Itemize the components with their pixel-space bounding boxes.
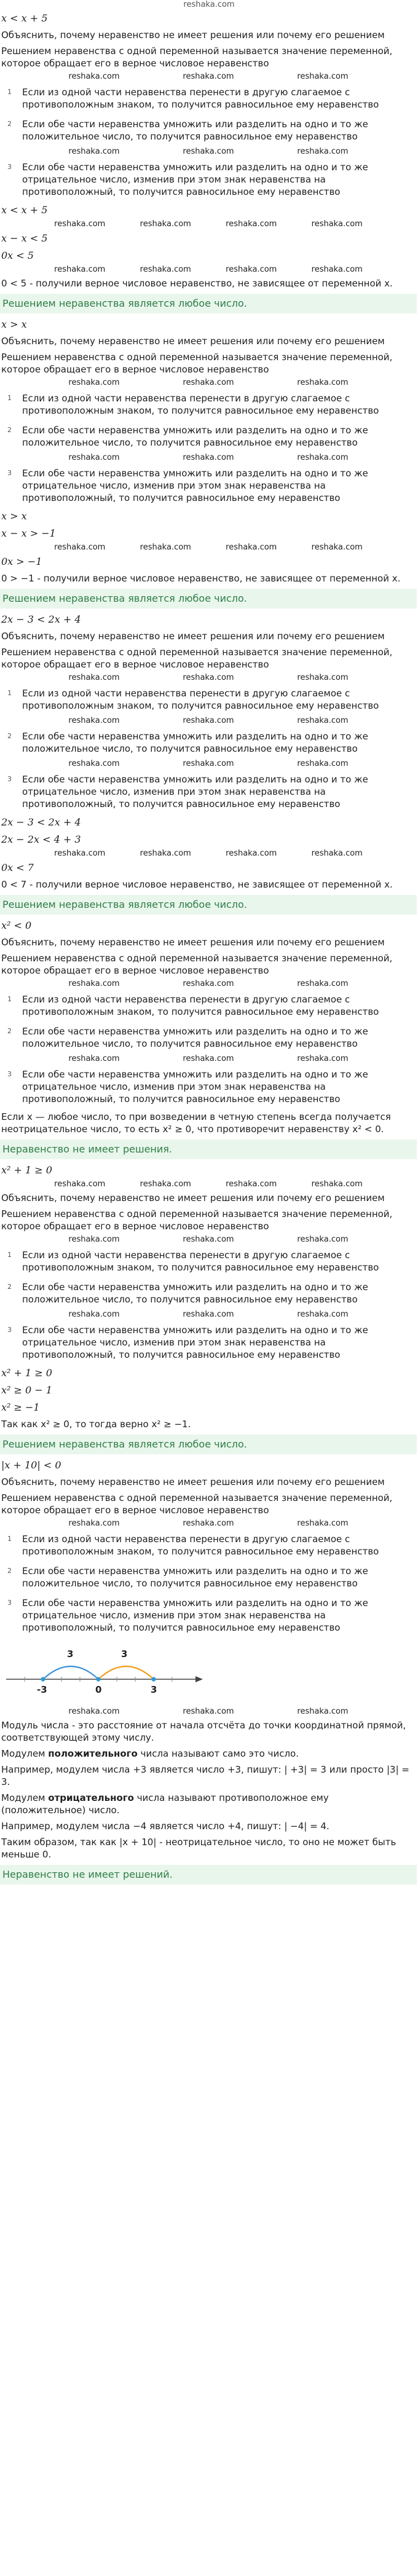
- watermark-text: reshaka.com: [54, 1180, 106, 1189]
- explain-line: Объяснить, почему неравенство не имеет решения или почему его решением: [1, 631, 385, 642]
- watermark-text: reshaka.com: [68, 147, 120, 156]
- watermark-text: reshaka.com: [183, 1519, 234, 1528]
- rule-item: [0, 1529, 417, 1561]
- watermark-text: reshaka.com: [183, 673, 234, 682]
- rule-text: Если из одной части неравенства перенести в другую слагаемое с противоположным знаком, то получится равносильное ему неравенство: [22, 994, 379, 1017]
- site-header: [0, 0, 418, 10]
- number-line-figure: [0, 1637, 417, 1706]
- watermark-text: reshaka.com: [68, 1235, 120, 1244]
- rule-number: 2: [7, 1283, 12, 1291]
- explain-line: Объяснить, почему неравенство не имеет решения или почему его решением: [1, 937, 385, 948]
- rule-item: [0, 683, 417, 715]
- rule-text: Если из одной части неравенства перенести в другую слагаемое с противоположным знаком, то получится равносильное ему неравенство: [22, 688, 379, 711]
- watermark-row: [0, 979, 417, 990]
- watermark-text: reshaka.com: [68, 1054, 120, 1063]
- intro-text: Решением неравенства с одной переменной называется значение переменной, которое обращает его в верное числовое неравенство: [1, 953, 393, 976]
- arc-left: [43, 1666, 98, 1679]
- step: x² ≥ 0 − 1: [1, 1384, 52, 1396]
- answer-box: Неравенство не имеет решения.: [0, 1140, 417, 1159]
- watermark-text: reshaka.com: [311, 1180, 363, 1189]
- watermark-text: reshaka.com: [297, 378, 349, 387]
- rule-item: [0, 1561, 417, 1593]
- arc-label: 3: [67, 1648, 74, 1660]
- conclusion: Так как x² ≥ 0, то тогда верно x² ≥ −1.: [1, 1419, 191, 1430]
- watermark-row: [0, 672, 417, 683]
- section-1: [0, 10, 418, 313]
- rule-item: [0, 1320, 417, 1365]
- explain-line: Объяснить, почему неравенство не имеет решения или почему его решением: [1, 1192, 385, 1203]
- rule-item: [0, 114, 417, 146]
- step: 0x < 7: [1, 862, 34, 873]
- watermark-text: reshaka.com: [297, 979, 349, 988]
- intro-text: Решением неравенства с одной переменной называется значение переменной, которое обращает его в верное числовое неравенство: [1, 45, 393, 69]
- rule-number: 3: [7, 775, 12, 783]
- watermark-text: reshaka.com: [183, 1235, 234, 1244]
- rule-text: Если обе части неравенства умножить или разделить на одно и то же положительное число, то получится равносильное ему неравенство: [22, 1026, 368, 1049]
- watermark-text: reshaka.com: [68, 1519, 120, 1528]
- watermark-text: reshaka.com: [140, 1180, 191, 1189]
- watermark-text: reshaka.com: [183, 716, 234, 725]
- modulus-example-1: Например, модулем числа +3 является число +3, пишут: | +3| = 3 или просто |3| = 3.: [1, 1764, 409, 1787]
- rule-number: 3: [7, 469, 12, 477]
- watermark-text: reshaka.com: [68, 378, 120, 387]
- section-2: [0, 316, 418, 609]
- section-6: [0, 1457, 418, 1885]
- step: x < x + 5: [1, 204, 48, 216]
- watermark-row: [0, 377, 417, 388]
- conclusion: 0 < 5 - получили верное числовое неравенство, не зависящее от переменной x.: [1, 278, 393, 289]
- rule-number: 3: [7, 1070, 12, 1078]
- watermark-text: reshaka.com: [140, 219, 191, 229]
- section-title: x > x: [1, 318, 27, 330]
- watermark-text: reshaka.com: [183, 72, 234, 81]
- watermark-row: [0, 1054, 417, 1065]
- watermark-text: reshaka.com: [297, 72, 349, 81]
- watermark-text: reshaka.com: [68, 453, 120, 462]
- rule-text: Если из одной части неравенства перенести в другую слагаемое с противоположным знаком, то получится равносильное ему неравенство: [22, 87, 379, 110]
- rule-number: 2: [7, 732, 12, 740]
- section-5: [0, 1162, 418, 1454]
- rule-item: [0, 157, 417, 202]
- step: x > x: [1, 510, 27, 522]
- modulus-example-2: Например, модулем числа −4 является число +4, пишут: | −4| = 4.: [1, 1821, 329, 1832]
- rule-number: 3: [7, 163, 12, 171]
- watermark-row: [0, 1234, 417, 1245]
- rule-number: 1: [7, 1535, 12, 1543]
- watermark-text: reshaka.com: [68, 1707, 120, 1716]
- rule-item: [0, 1593, 417, 1637]
- rule-item: [0, 420, 417, 452]
- rule-item: [0, 1245, 417, 1277]
- watermark-text: reshaka.com: [68, 979, 120, 988]
- watermark-row: [0, 71, 417, 82]
- point-label: 3: [151, 1684, 157, 1695]
- watermark-text: reshaka.com: [311, 265, 363, 274]
- rule-number: 1: [7, 88, 12, 96]
- watermark-text: reshaka.com: [297, 1707, 349, 1716]
- watermark-text: reshaka.com: [183, 979, 234, 988]
- watermark-text: reshaka.com: [68, 759, 120, 768]
- explain-line: Объяснить, почему неравенство не имеет решения или почему его решением: [1, 336, 385, 347]
- watermark-text: reshaka.com: [226, 849, 277, 858]
- rule-text: Если обе части неравенства умножить или разделить на одно и то же отрицательное число, изменив при этом знак неравенства на противоположный, то получится равносильное ему неравенство: [22, 774, 368, 809]
- rule-text: Если обе части неравенства умножить или разделить на одно и то же отрицательное число, изменив при этом знак неравенства на противоположный, то получится равносильное ему неравенство: [22, 1069, 368, 1105]
- watermark-row: [0, 264, 417, 275]
- watermark-row: [0, 146, 417, 157]
- section-title: |x + 10| < 0: [1, 1459, 61, 1471]
- rule-number: 2: [7, 120, 12, 128]
- rule-text: Если обе части неравенства умножить или разделить на одно и то же положительное число, то получится равносильное ему неравенство: [22, 731, 368, 754]
- watermark-text: reshaka.com: [140, 849, 191, 858]
- watermark-text: reshaka.com: [54, 543, 106, 552]
- rule-text: Если обе части неравенства умножить или разделить на одно и то же отрицательное число, изменив при этом знак неравенства на противоположный, то получится равносильное ему неравенство: [22, 1325, 368, 1360]
- answer-box: Неравенство не имеет решений.: [0, 1865, 417, 1885]
- modulus-positive: Модулем положительного числа называют само это число.: [1, 1748, 299, 1759]
- conclusion: 0 < 7 - получили верное числовое неравенство, не зависящее от переменной x.: [1, 879, 393, 890]
- watermark-text: reshaka.com: [54, 219, 106, 229]
- watermark-text: reshaka.com: [68, 716, 120, 725]
- watermark-row: [0, 715, 417, 727]
- watermark-text: reshaka.com: [140, 265, 191, 274]
- rule-item: [0, 1022, 417, 1054]
- rule-item: [0, 463, 417, 508]
- watermark-text: reshaka.com: [183, 147, 234, 156]
- watermark-row: [0, 219, 417, 230]
- rule-item: [0, 770, 417, 814]
- watermark-text: reshaka.com: [183, 1707, 234, 1716]
- watermark-row: [0, 1518, 417, 1529]
- section-title: x < x + 5: [1, 12, 48, 24]
- step: x − x < 5: [1, 232, 48, 244]
- answer-box: Решением неравенства является любое число.: [0, 294, 417, 313]
- point-minus-3: [41, 1677, 45, 1682]
- step: 2x − 2x < 4 + 3: [1, 833, 81, 845]
- answer-box: Решением неравенства является любое число.: [0, 589, 417, 609]
- watermark-text: reshaka.com: [183, 1054, 234, 1063]
- watermark-text: reshaka.com: [311, 543, 363, 552]
- rule-text: Если обе части неравенства умножить или разделить на одно и то же отрицательное число, изменив при этом знак неравенства на противоположный, то получится равносильное ему неравенство: [22, 468, 368, 503]
- rule-text: Если из одной части неравенства перенести в другую слагаемое с противоположным знаком, то получится равносильное ему неравенство: [22, 1534, 379, 1557]
- section-title: x² < 0: [1, 920, 32, 931]
- rule-number: 2: [7, 426, 12, 434]
- rule-number: 2: [7, 1027, 12, 1035]
- step: x − x > −1: [1, 527, 56, 539]
- watermark-text: reshaka.com: [54, 849, 106, 858]
- modulus-negative: Модулем отрицательного числа называют противоположное ему (положительное) число.: [1, 1792, 329, 1816]
- rule-number: 1: [7, 689, 12, 697]
- rule-text: Если из одной части неравенства перенести в другую слагаемое с противоположным знаком, то получится равносильное ему неравенство: [22, 1250, 379, 1273]
- step: x² + 1 ≥ 0: [1, 1367, 52, 1379]
- rule-item: [0, 990, 417, 1022]
- watermark-text: reshaka.com: [226, 265, 277, 274]
- step: 2x − 3 < 2x + 4: [1, 816, 81, 828]
- explain-line: Объяснить, почему неравенство не имеет решения или почему его решением: [1, 1476, 385, 1487]
- watermark-text: reshaka.com: [297, 147, 349, 156]
- watermark-row: [0, 1179, 417, 1190]
- section-title: 2x − 3 < 2x + 4: [1, 613, 81, 625]
- rule-item: [0, 727, 417, 758]
- watermark-text: reshaka.com: [183, 759, 234, 768]
- step: x² ≥ −1: [1, 1401, 40, 1413]
- rule-text: Если обе части неравенства умножить или разделить на одно и то же положительное число, то получится равносильное ему неравенство: [22, 1282, 368, 1305]
- watermark-text: reshaka.com: [297, 1054, 349, 1063]
- point-label: 0: [95, 1684, 102, 1695]
- conclusion: 0 > −1 - получили верное числовое неравенство, не зависящее от переменной x.: [1, 573, 401, 584]
- watermark-text: reshaka.com: [68, 72, 120, 81]
- rule-text: Если обе части неравенства умножить или разделить на одно и то же отрицательное число, изменив при этом знак неравенства на противоположный, то получится равносильное ему неравенство: [22, 162, 368, 197]
- step: 0x < 5: [1, 250, 34, 261]
- watermark-text: reshaka.com: [297, 759, 349, 768]
- watermark-text: reshaka.com: [68, 1310, 120, 1319]
- watermark-text: reshaka.com: [297, 1235, 349, 1244]
- rule-text: Если обе части неравенства умножить или разделить на одно и то же положительное число, то получится равносильное ему неравенство: [22, 425, 368, 448]
- section-4: [0, 917, 418, 1159]
- watermark-text: reshaka.com: [297, 673, 349, 682]
- rule-text: Если обе части неравенства умножить или разделить на одно и то же положительное число, то получится равносильное ему неравенство: [22, 1566, 368, 1589]
- rule-item: [0, 1065, 417, 1109]
- watermark-text: reshaka.com: [297, 453, 349, 462]
- point-zero: [97, 1677, 101, 1682]
- watermark-text: reshaka.com: [297, 716, 349, 725]
- watermark-text: reshaka.com: [226, 1180, 277, 1189]
- intro-text: Решением неравенства с одной переменной называется значение переменной, которое обращает его в верное числовое неравенство: [1, 1492, 393, 1516]
- rule-number: 1: [7, 995, 12, 1003]
- watermark-text: reshaka.com: [311, 219, 363, 229]
- axis-arrow: [195, 1676, 203, 1682]
- rule-text: Если обе части неравенства умножить или разделить на одно и то же отрицательное число, изменив при этом знак неравенства на противоположный, то получится равносильное ему неравенство: [22, 1597, 368, 1633]
- intro-text: Решением неравенства с одной переменной называется значение переменной, которое обращает его в верное числовое неравенство: [1, 647, 393, 670]
- section-title: x² + 1 ≥ 0: [1, 1164, 52, 1176]
- rule-text: Если обе части неравенства умножить или разделить на одно и то же положительное число, то получится равносильное ему неравенство: [22, 119, 368, 142]
- rule-item: [0, 82, 417, 114]
- watermark-text: reshaka.com: [54, 265, 106, 274]
- arc-label: 3: [121, 1648, 128, 1660]
- section-3: [0, 611, 418, 915]
- answer-box: Решением неравенства является любое число.: [0, 1435, 417, 1454]
- explain-line: Объяснить, почему неравенство не имеет решения или почему его решением: [1, 30, 385, 41]
- point-plus-3: [152, 1677, 156, 1682]
- rule-number: 1: [7, 394, 12, 402]
- watermark-text: reshaka.com: [183, 378, 234, 387]
- intro-text: Решением неравенства с одной переменной называется значение переменной, которое обращает его в верное числовое неравенство: [1, 1208, 393, 1232]
- watermark-row: [0, 848, 417, 859]
- watermark-text: reshaka.com: [297, 1519, 349, 1528]
- site-logo-text[interactable]: reshaka.com: [183, 0, 235, 9]
- watermark-row: [0, 542, 417, 553]
- watermark-row: [0, 1706, 417, 1717]
- watermark-text: reshaka.com: [183, 1310, 234, 1319]
- step: 0x > −1: [1, 556, 42, 567]
- rule-number: 3: [7, 1326, 12, 1334]
- rule-number: 2: [7, 1567, 12, 1575]
- watermark-text: reshaka.com: [68, 673, 120, 682]
- rule-number: 3: [7, 1599, 12, 1607]
- point-label: -3: [37, 1684, 47, 1695]
- watermark-row: [0, 1309, 417, 1320]
- watermark-row: [0, 758, 417, 770]
- answer-box: Решением неравенства является любое число.: [0, 895, 417, 915]
- intro-text: Решением неравенства с одной переменной называется значение переменной, которое обращает его в верное числовое неравенство: [1, 352, 393, 375]
- modulus-summary: Таким образом, так как |x + 10| - неотрицательное число, то оно не может быть меньше 0.: [1, 1837, 396, 1860]
- watermark-row: [0, 452, 417, 463]
- arc-right: [98, 1666, 154, 1679]
- modulus-definition: Модуль числа - это расстояние от начала отсчёта до точки координатной прямой, соответствующей этому числу.: [1, 1720, 406, 1743]
- watermark-text: reshaka.com: [183, 453, 234, 462]
- rule-item: [0, 1277, 417, 1309]
- rule-text: Если из одной части неравенства перенести в другую слагаемое с противоположным знаком, то получится равносильное ему неравенство: [22, 393, 379, 416]
- watermark-text: reshaka.com: [226, 219, 277, 229]
- number-line-svg: [0, 1642, 209, 1701]
- rule-item: [0, 388, 417, 420]
- watermark-text: reshaka.com: [297, 1310, 349, 1319]
- watermark-text: reshaka.com: [311, 849, 363, 858]
- watermark-text: reshaka.com: [226, 543, 277, 552]
- watermark-text: reshaka.com: [140, 543, 191, 552]
- rule-number: 1: [7, 1251, 12, 1259]
- conclusion: Если x — любое число, то при возведении в четную степень всегда получается неотрицательное число, то есть x² ≥ 0, что противоречит неравенству x² < 0.: [1, 1111, 391, 1135]
